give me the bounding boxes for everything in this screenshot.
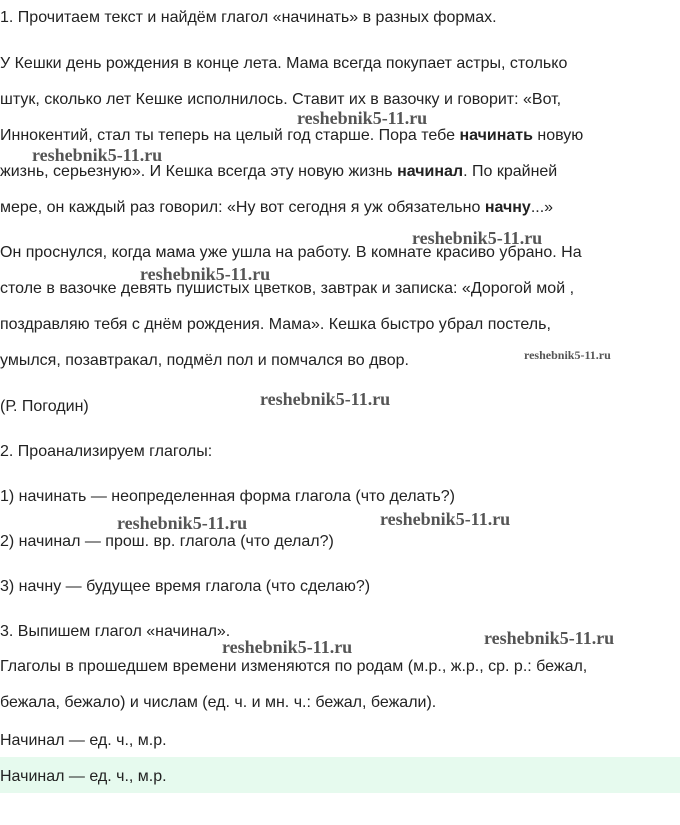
- task1-heading: 1. Прочитаем текст и найдём глагол «начинать» в разных формах.: [0, 9, 497, 26]
- watermark: reshebnik5-11.ru: [222, 637, 353, 657]
- story-line: У Кешки день рождения в конце лета. Мама всегда покупает астры, столько: [0, 55, 568, 72]
- keyword-nachnu: начну: [484, 199, 531, 216]
- story-line: Он проснулся, когда мама уже ушла на работу. В комнате красиво убрано. На: [0, 244, 582, 261]
- watermark: reshebnik5-11.ru: [260, 389, 391, 409]
- answer-line-highlighted: Начинал — ед. ч., м.р.: [0, 768, 167, 785]
- watermark: reshebnik5-11.ru: [380, 509, 511, 529]
- story-line: жизнь, серьезную». И Кешка всегда эту новую жизнь начинал. По крайней: [0, 163, 558, 180]
- rule-text: бежала, бежало) и числам (ед. ч. и мн. ч.: бежал, бежали).: [0, 694, 437, 711]
- watermark: reshebnik5-11.ru: [412, 228, 543, 248]
- rule-text: Глаголы в прошедшем времени изменяются по родам (м.р., ж.р., ср. р.: бежал,: [0, 658, 588, 675]
- watermark: reshebnik5-11.ru: [117, 513, 248, 533]
- story-line: поздравляю тебя с днём рождения. Мама». Кешка быстро убрал постель,: [0, 316, 551, 333]
- watermark: reshebnik5-11.ru: [484, 628, 615, 648]
- answer-line: Начинал — ед. ч., м.р.: [0, 732, 167, 749]
- keyword-nachinat: начинать: [459, 127, 533, 144]
- story-line: умылся, позавтракал, подмёл пол и помчался во двор.: [0, 352, 409, 369]
- story-author: (Р. Погодин): [0, 398, 89, 415]
- analysis-item: 1) начинать — неопределенная форма глагола (что делать?): [0, 488, 455, 505]
- watermark: reshebnik5-11.ru: [32, 145, 163, 165]
- story-line: Иннокентий, стал ты теперь на целый год старше. Пора тебе начинать новую: [0, 127, 584, 144]
- task2-heading: 2. Проанализируем глаголы:: [0, 443, 213, 460]
- analysis-item: 3) начну — будущее время глагола (что сделаю?): [0, 578, 371, 595]
- task3-heading: 3. Выпишем глагол «начинал».: [0, 623, 231, 640]
- story-line: мере, он каждый раз говорил: «Ну вот сегодня я уж обязательно начну...»: [0, 199, 554, 216]
- watermark: reshebnik5-11.ru: [140, 264, 271, 284]
- story-line: столе в вазочке девять пушистых цветков, завтрак и записка: «Дорогой мой ,: [0, 280, 575, 297]
- watermark: reshebnik5-11.ru: [524, 348, 611, 362]
- story-line: штук, сколько лет Кешке исполнилось. Ставит их в вазочку и говорит: «Вот,: [0, 91, 562, 108]
- keyword-nachinal: начинал: [397, 163, 464, 180]
- analysis-item: 2) начинал — прош. вр. глагола (что делал?): [0, 533, 334, 550]
- watermark: reshebnik5-11.ru: [297, 108, 428, 128]
